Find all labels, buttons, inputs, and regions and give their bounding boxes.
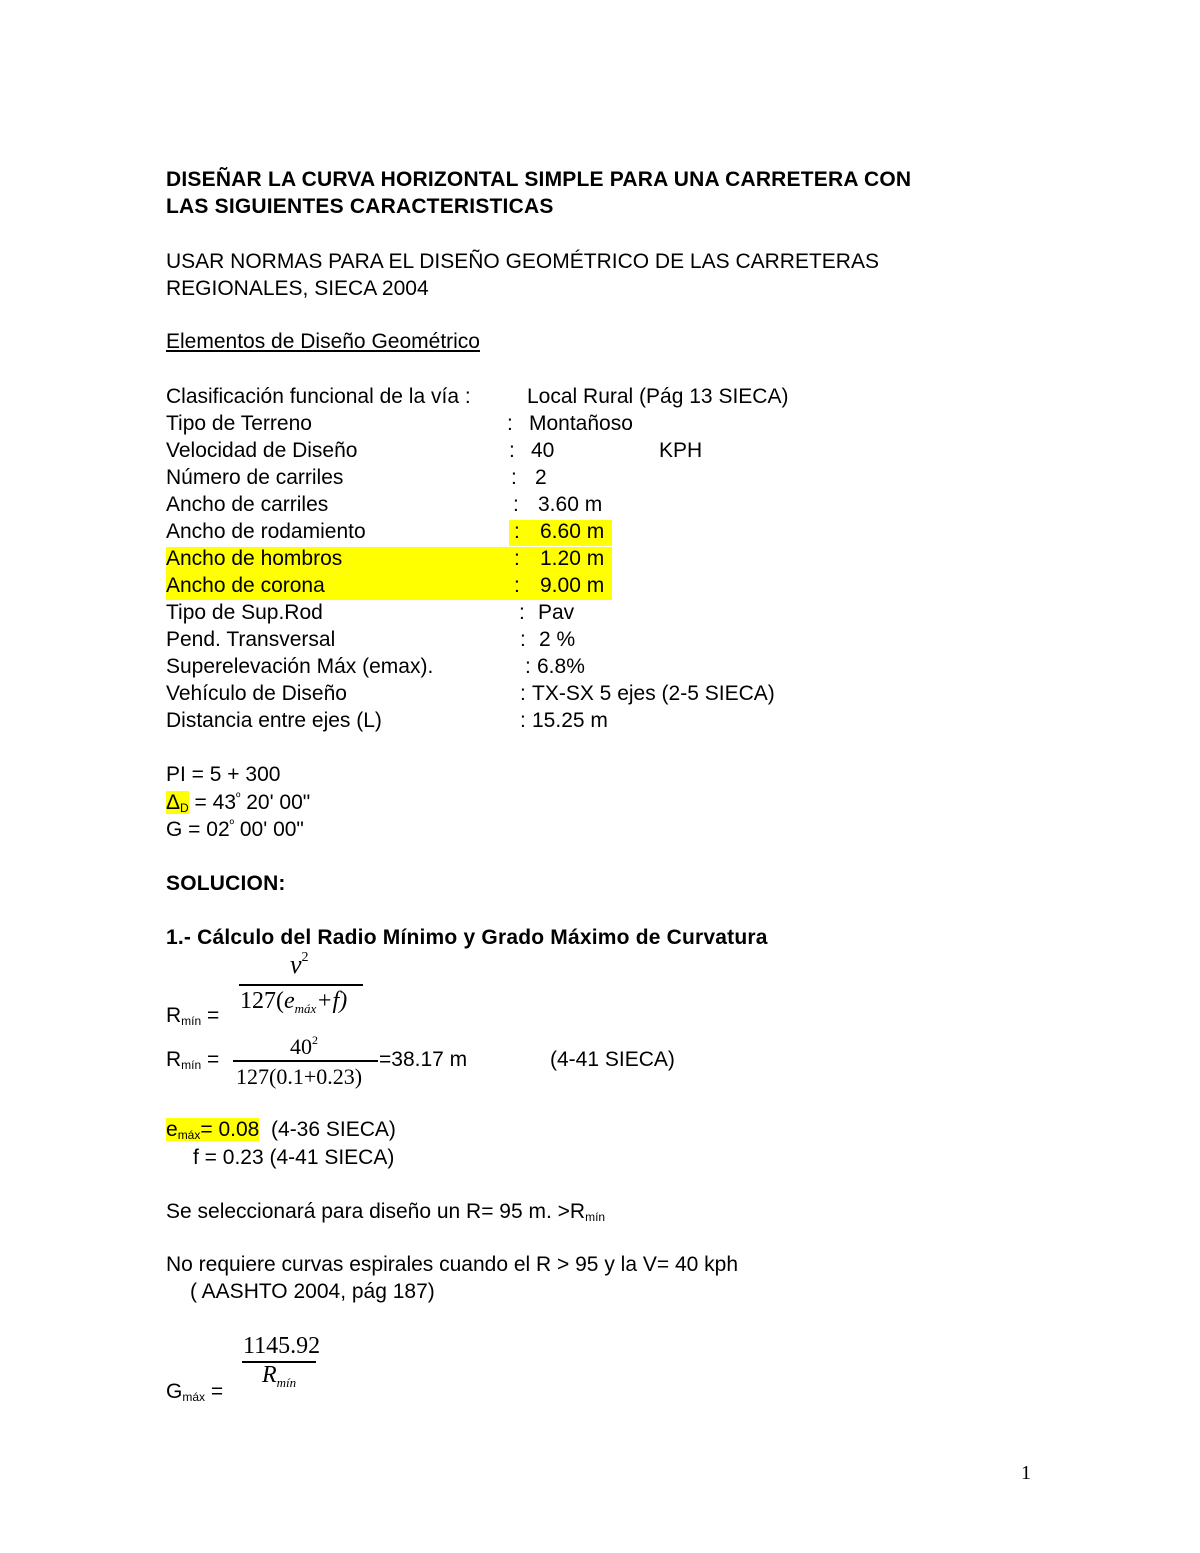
step1-title: 1.- Cálculo del Radio Mínimo y Grado Máximo de Curvatura <box>166 926 768 949</box>
element-label: Número de carriles <box>166 466 344 489</box>
element-row <box>166 385 471 409</box>
element-label: Tipo de Terreno <box>166 412 312 435</box>
element-label: Ancho de corona <box>166 574 325 597</box>
delta-symbol: Δ <box>166 791 181 814</box>
g-rest: 00' 00" <box>234 818 304 841</box>
radius-selection <box>166 1200 605 1224</box>
element-separator: : <box>514 547 520 570</box>
element-value: 15.25 m <box>532 709 608 732</box>
degree-of-curve <box>166 817 304 842</box>
friction-line: f = 0.23 (4-41 SIECA) <box>193 1146 395 1169</box>
delta-value: = 43 <box>188 791 236 814</box>
element-value: 40 <box>531 439 555 462</box>
delta-degree: º <box>236 790 241 804</box>
equals: = <box>205 1380 224 1403</box>
element-separator: : <box>507 412 513 435</box>
element-label: Ancho de rodamiento <box>166 520 366 543</box>
gmax-label <box>166 1380 223 1404</box>
delta-rest: 20' 00" <box>240 791 311 814</box>
element-label: Ancho de carriles <box>166 493 329 516</box>
section-title: Elementos de Diseño Geométrico <box>166 330 480 353</box>
den-suffix: +f) <box>316 988 348 1014</box>
element-value: 3.60 m <box>538 493 603 516</box>
solution-title: SOLUCION: <box>166 872 286 895</box>
selection-sub: mín <box>585 1210 606 1224</box>
element-separator: : <box>520 682 526 705</box>
heading-line-1: DISEÑAR LA CURVA HORIZONTAL SIMPLE PARA UNA CARRETERA CON <box>166 168 912 191</box>
den-sub: mín <box>276 1375 297 1390</box>
element-value: 2 % <box>539 628 576 651</box>
emax-symbol: e <box>166 1118 178 1141</box>
element-unit: KPH <box>659 439 703 462</box>
heading-line-2: LAS SIGUIENTES CARACTERISTICAS <box>166 195 554 218</box>
emax-ref: (4-36 SIECA) <box>271 1118 396 1141</box>
element-value: Pav <box>538 601 575 624</box>
element-separator: : <box>525 655 531 678</box>
formula-rmin-numerator <box>290 950 309 980</box>
norms-line-1: USAR NORMAS PARA EL DISEÑO GEOMÉTRICO DE LAS CARRETERAS <box>166 250 879 273</box>
formula-num-denominator: 127(0.1+0.23) <box>236 1064 363 1089</box>
den-var: e <box>284 988 295 1014</box>
element-value: 6.8% <box>537 655 585 678</box>
element-label: Vehículo de Diseño <box>166 682 347 705</box>
element-separator: : <box>514 520 520 543</box>
element-separator: : <box>514 574 520 597</box>
element-label: Distancia entre ejes (L) <box>166 709 382 732</box>
rmin-label-2 <box>166 1048 219 1072</box>
element-label: Tipo de Sup.Rod <box>166 601 323 624</box>
formula-rmin-denominator <box>240 988 347 1017</box>
rmin-reference: (4-41 SIECA) <box>550 1048 675 1071</box>
element-value: 1.20 m <box>540 547 605 570</box>
rmin-sub: mín <box>181 1058 202 1072</box>
element-separator: : <box>511 466 517 489</box>
g-prefix: G = 02 <box>166 818 230 841</box>
exp-2: 2 <box>301 950 309 965</box>
g-degree: º <box>229 817 235 831</box>
den-prefix: 127( <box>240 988 284 1014</box>
rmin-symbol: R <box>166 1048 182 1071</box>
rmin-sub: mín <box>181 1014 202 1028</box>
element-separator: : <box>513 493 519 516</box>
selection-text: Se seleccionará para diseño un R= 95 m. >R <box>166 1200 586 1223</box>
element-value: Montañoso <box>529 412 633 435</box>
emax-sub: máx <box>177 1128 201 1142</box>
element-value: 2 <box>535 466 547 489</box>
delta-angle <box>166 790 310 815</box>
den-r: R <box>262 1362 277 1388</box>
rmin-result: =38.17 m <box>379 1048 468 1071</box>
var-v: v <box>290 950 302 979</box>
equals: = <box>201 1004 220 1027</box>
spiral-note-line-2: ( AASHTO 2004, pág 187) <box>190 1280 435 1303</box>
element-separator: : <box>509 439 515 462</box>
element-label: Superelevación Máx (emax). <box>166 655 434 678</box>
delta-subscript: D <box>180 801 189 815</box>
page-number: 1 <box>1021 1462 1031 1484</box>
fraction-bar <box>239 984 363 986</box>
fraction-bar <box>233 1060 378 1062</box>
num-40: 40 <box>290 1034 312 1059</box>
emax-line <box>166 1118 396 1142</box>
delta-symbol-highlight <box>166 791 189 814</box>
element-label: Velocidad de Diseño <box>166 439 358 462</box>
element-value: 9.00 m <box>540 574 605 597</box>
equals: = <box>201 1048 220 1071</box>
element-value: TX-SX 5 ejes (2-5 SIECA) <box>532 682 775 705</box>
spiral-note-line-1: No requiere curvas espirales cuando el R > 95 y la V= 40 kph <box>166 1253 738 1276</box>
rmin-label <box>166 1004 219 1028</box>
pi-station: PI = 5 + 300 <box>166 763 281 786</box>
element-separator: : <box>519 601 525 624</box>
norms-line-2: REGIONALES, SIECA 2004 <box>166 277 429 300</box>
gmax-sub: máx <box>182 1390 206 1404</box>
element-label: Ancho de hombros <box>166 547 343 570</box>
element-value: 6.60 m <box>540 520 605 543</box>
element-separator: : <box>520 709 526 732</box>
element-separator: : <box>520 628 526 651</box>
emax-highlight <box>166 1118 259 1141</box>
emax-value: = 0.08 <box>200 1118 260 1141</box>
den-sub: máx <box>294 1001 317 1016</box>
gmax-numerator: 1145.92 <box>243 1333 321 1359</box>
element-label: Clasificación funcional de la vía : <box>166 385 471 408</box>
num-exp: 2 <box>312 1033 318 1047</box>
gmax-symbol: G <box>166 1380 183 1403</box>
element-label: Pend. Transversal <box>166 628 336 651</box>
gmax-denominator <box>262 1362 296 1391</box>
element-value: Local Rural (Pág 13 SIECA) <box>527 385 789 408</box>
formula-num-numerator <box>290 1033 318 1060</box>
rmin-symbol: R <box>166 1004 182 1027</box>
